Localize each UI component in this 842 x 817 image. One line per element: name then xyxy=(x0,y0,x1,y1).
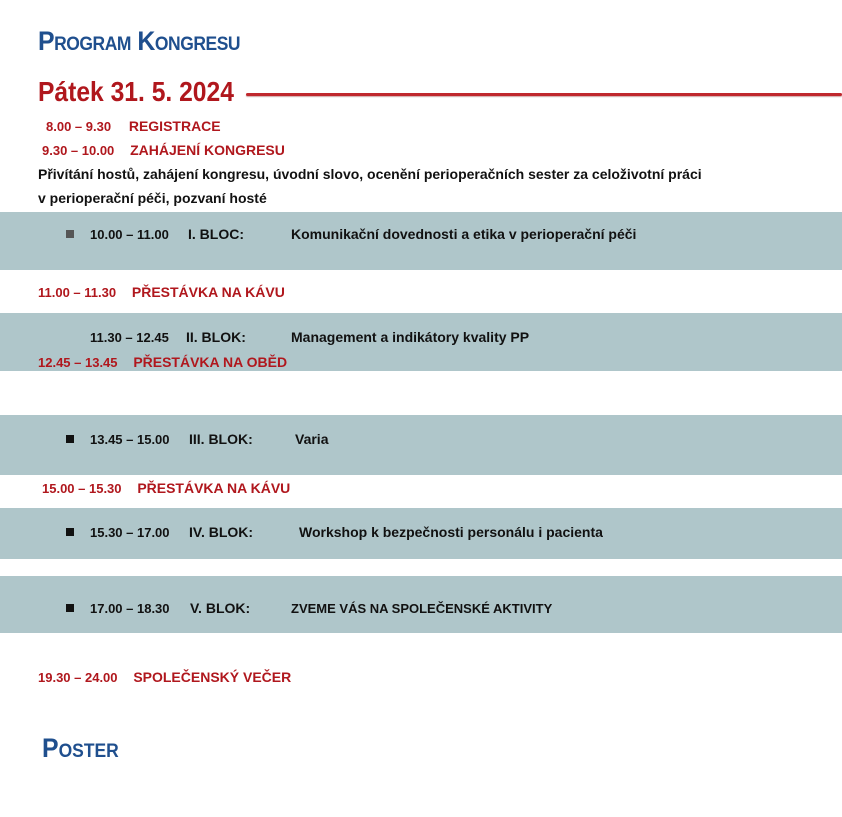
break-3-time: 15.00 – 15.30 xyxy=(42,481,122,496)
block-4-topic: Workshop k bezpečnosti personálu i pacienta xyxy=(299,524,603,540)
block-1-name: I. BLOC: xyxy=(188,226,244,242)
opening-description-line2: v perioperační péči, pozvaní hosté xyxy=(38,190,267,206)
registration-time: 8.00 – 9.30 xyxy=(46,119,112,134)
day-heading: Pátek 31. 5. 2024 xyxy=(38,76,234,107)
page-title: Program Kongresu xyxy=(38,26,241,56)
break-row-2 xyxy=(38,354,287,370)
opening-label: ZAHÁJENÍ KONGRESU xyxy=(130,142,285,158)
block-2-name: II. BLOK: xyxy=(186,329,246,345)
block-1-row xyxy=(90,226,169,242)
block-3-name: III. BLOK: xyxy=(189,431,253,447)
block-3-row xyxy=(90,431,170,447)
bullet-icon xyxy=(66,435,74,443)
registration-label: REGISTRACE xyxy=(128,118,221,134)
heading-divider xyxy=(246,93,842,96)
break-row-3 xyxy=(42,480,290,496)
bullet-icon xyxy=(66,528,74,536)
block-4-time: 15.30 – 17.00 xyxy=(90,525,170,540)
block-3-time: 13.45 – 15.00 xyxy=(90,432,170,447)
block-5-name: V. BLOK: xyxy=(190,600,251,616)
break-row-1 xyxy=(38,284,285,300)
block-5-time: 17.00 – 18.30 xyxy=(90,601,170,616)
break-4-time: 19.30 – 24.00 xyxy=(38,670,118,685)
opening-row xyxy=(42,142,285,158)
break-2-label: PŘESTÁVKA NA OBĚD xyxy=(133,354,288,370)
block-5-row xyxy=(90,600,170,616)
break-1-time: 11.00 – 11.30 xyxy=(38,285,117,300)
opening-description-line1: Přivítání hostů, zahájení kongresu, úvodní slovo, ocenění perioperačních sester za celoživotní práci xyxy=(38,166,702,182)
block-2-topic: Management a indikátory kvality PP xyxy=(291,329,530,345)
block-1-time: 10.00 – 11.00 xyxy=(90,227,169,242)
break-3-label: PŘESTÁVKA NA KÁVU xyxy=(137,480,291,496)
block-4-name: IV. BLOK: xyxy=(189,524,254,540)
bullet-icon xyxy=(66,230,74,238)
block-4-row xyxy=(90,524,170,540)
poster-heading: Poster xyxy=(42,733,119,763)
break-1-label: PŘESTÁVKA NA KÁVU xyxy=(131,284,285,300)
block-5-topic: ZVEME VÁS NA SPOLEČENSKÉ AKTIVITY xyxy=(291,601,553,616)
block-3-topic: Varia xyxy=(295,431,329,447)
block-2-row xyxy=(90,329,169,345)
break-4-label: SPOLEČENSKÝ VEČER xyxy=(133,669,292,685)
block-2-time: 11.30 – 12.45 xyxy=(90,330,169,345)
opening-time: 9.30 – 10.00 xyxy=(42,143,115,158)
block-1-topic: Komunikační dovednosti a etika v perioperační péči xyxy=(291,226,637,242)
break-row-4 xyxy=(38,669,291,685)
bullet-icon xyxy=(66,604,74,612)
registration-row xyxy=(46,118,221,134)
break-2-time: 12.45 – 13.45 xyxy=(38,355,118,370)
